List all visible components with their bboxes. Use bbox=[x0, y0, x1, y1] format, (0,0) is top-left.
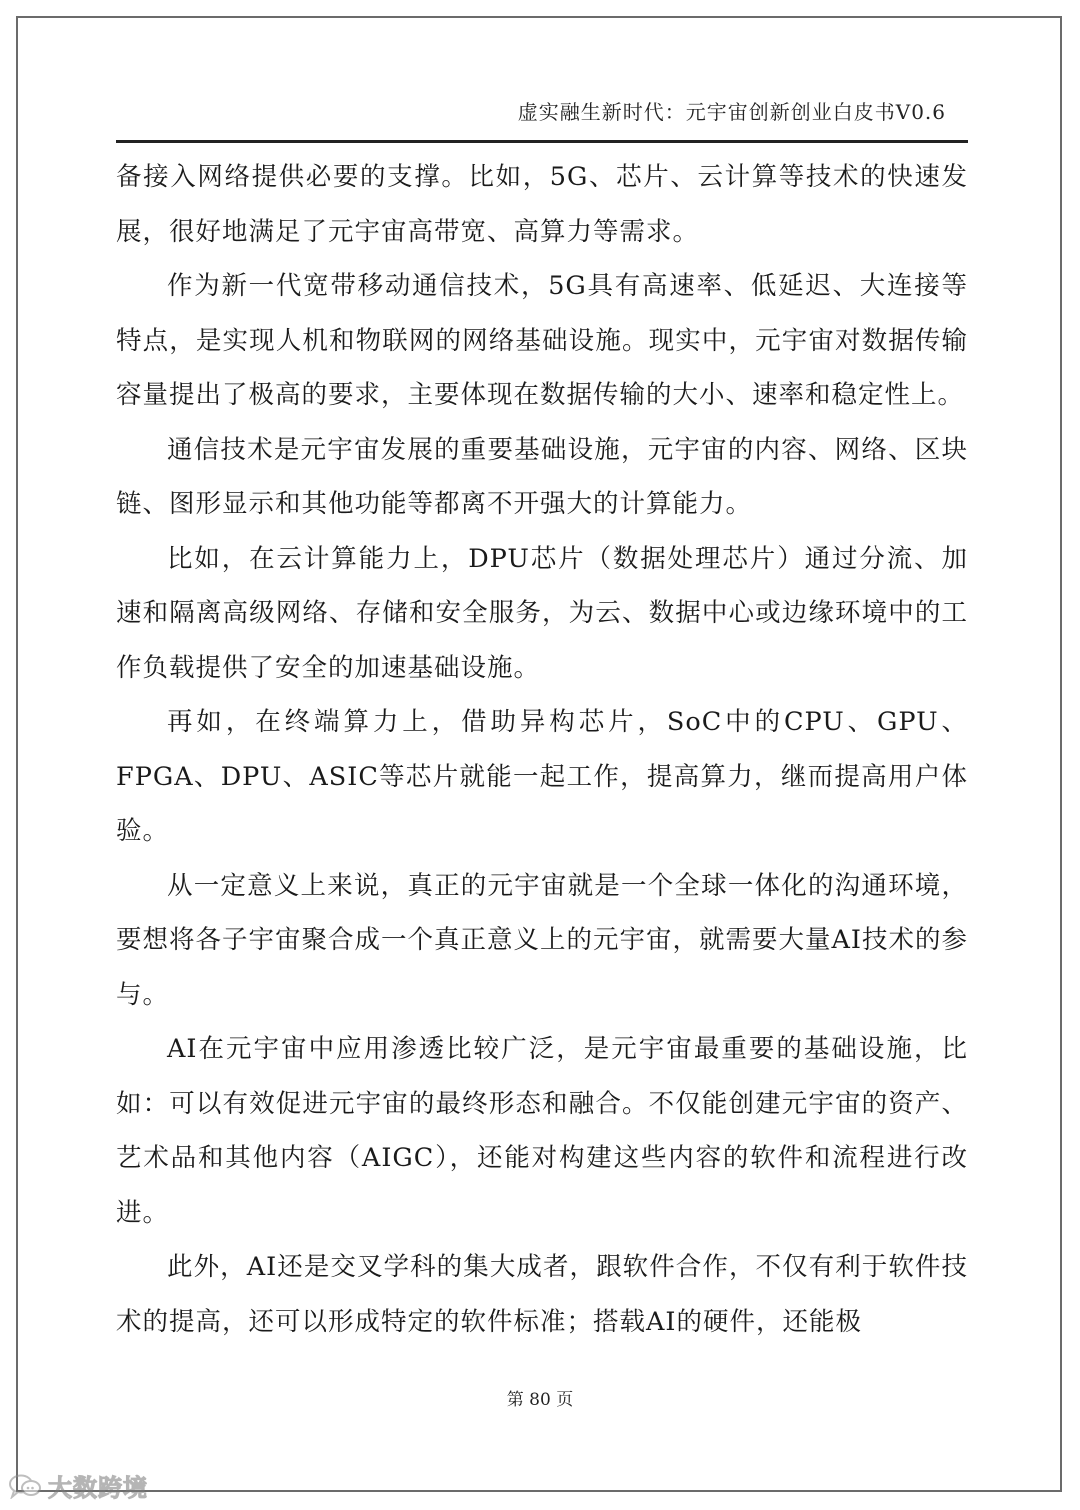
paragraph: AI在元宇宙中应用渗透比较广泛，是元宇宙最重要的基础设施，比如：可以有效促进元宇宙的最终形态和融合。不仅能创建元宇宙的资产、艺术品和其他内容（AIGC），还能对构建这些内容的软件和流程进行改进。 bbox=[116, 1034, 968, 1228]
paragraph: 作为新一代宽带移动通信技术，5G具有高速率、低延迟、大连接等特点，是实现人机和物联网的网络基础设施。现实中，元宇宙对数据传输容量提出了极高的要求，主要体现在数据传输的大小、速率和稳定性上。 bbox=[116, 271, 968, 410]
header-divider bbox=[116, 140, 968, 143]
paragraph: 此外，AI还是交叉学科的集大成者，跟软件合作，不仅有利于软件技术的提高，还可以形成特定的软件标准；搭载AI的硬件，还能极 bbox=[116, 1252, 968, 1337]
chat-bubbles-logo-icon bbox=[8, 1473, 42, 1499]
page-number: 第 80 页 bbox=[506, 1390, 574, 1410]
paragraph: 备接入网络提供必要的支撑。比如，5G、芯片、云计算等技术的快速发展，很好地满足了元宇宙高带宽、高算力等需求。 bbox=[116, 162, 968, 247]
document-body bbox=[116, 150, 968, 1349]
paragraph: 比如，在云计算能力上，DPU芯片（数据处理芯片）通过分流、加速和隔离高级网络、存储和安全服务，为云、数据中心或边缘环境中的工作负载提供了安全的加速基础设施。 bbox=[116, 543, 968, 683]
watermark bbox=[8, 1468, 148, 1503]
watermark-text: 大数跨境 bbox=[48, 1474, 148, 1502]
paragraph: 再如，在终端算力上，借助异构芯片，SoC中的CPU、GPU、FPGA、DPU、ASIC等芯片就能一起工作，提高算力，继而提高用户体验。 bbox=[116, 707, 968, 846]
document-header-title: 虚实融生新时代：元宇宙创新创业白皮书V0.6 bbox=[517, 100, 946, 124]
paragraph: 从一定意义上来说，真正的元宇宙就是一个全球一体化的沟通环境，要想将各子宇宙聚合成一个真正意义上的元宇宙，就需要大量AI技术的参与。 bbox=[116, 870, 968, 1010]
paragraph: 通信技术是元宇宙发展的重要基础设施，元宇宙的内容、网络、区块链、图形显示和其他功能等都离不开强大的计算能力。 bbox=[116, 434, 968, 519]
